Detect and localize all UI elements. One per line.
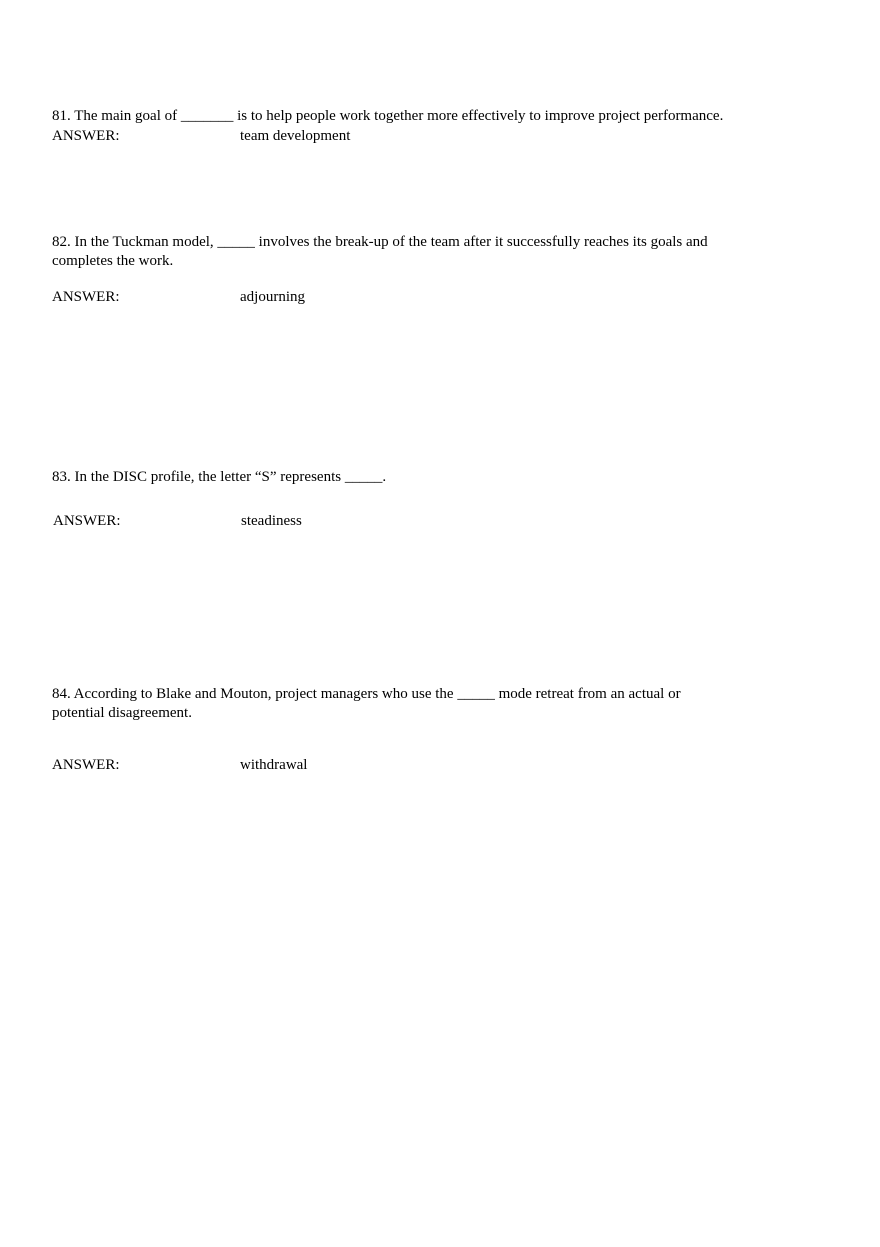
answer-value: team development — [240, 128, 351, 144]
answer-row — [52, 756, 307, 775]
answer-row — [53, 512, 302, 531]
answer-row — [52, 127, 350, 146]
question-block-83 — [52, 468, 772, 529]
answer-label: ANSWER: — [52, 757, 120, 773]
question-text: 82. In the Tuckman model, _____ involves the break-up of the team after it successfully reaches its goals and completes the work. — [52, 234, 708, 269]
answer-value: steadiness — [241, 513, 302, 529]
question-text: 81. The main goal of _______ is to help people work together more effectively to improve project performance. — [52, 108, 724, 124]
question-text: 84. According to Blake and Mouton, project managers who use the _____ mode retreat from an actual or potential disagreement. — [52, 686, 681, 721]
answer-label: ANSWER: — [53, 513, 121, 529]
answer-label: ANSWER: — [52, 128, 120, 144]
question-block-81 — [52, 107, 772, 144]
question-block-84 — [52, 685, 772, 773]
answer-row — [52, 288, 305, 307]
answer-value: withdrawal — [240, 757, 308, 773]
answer-value: adjourning — [240, 289, 305, 305]
answer-label: ANSWER: — [52, 289, 120, 305]
question-text: 83. In the DISC profile, the letter “S” represents _____. — [52, 469, 387, 485]
question-block-82 — [52, 233, 772, 305]
